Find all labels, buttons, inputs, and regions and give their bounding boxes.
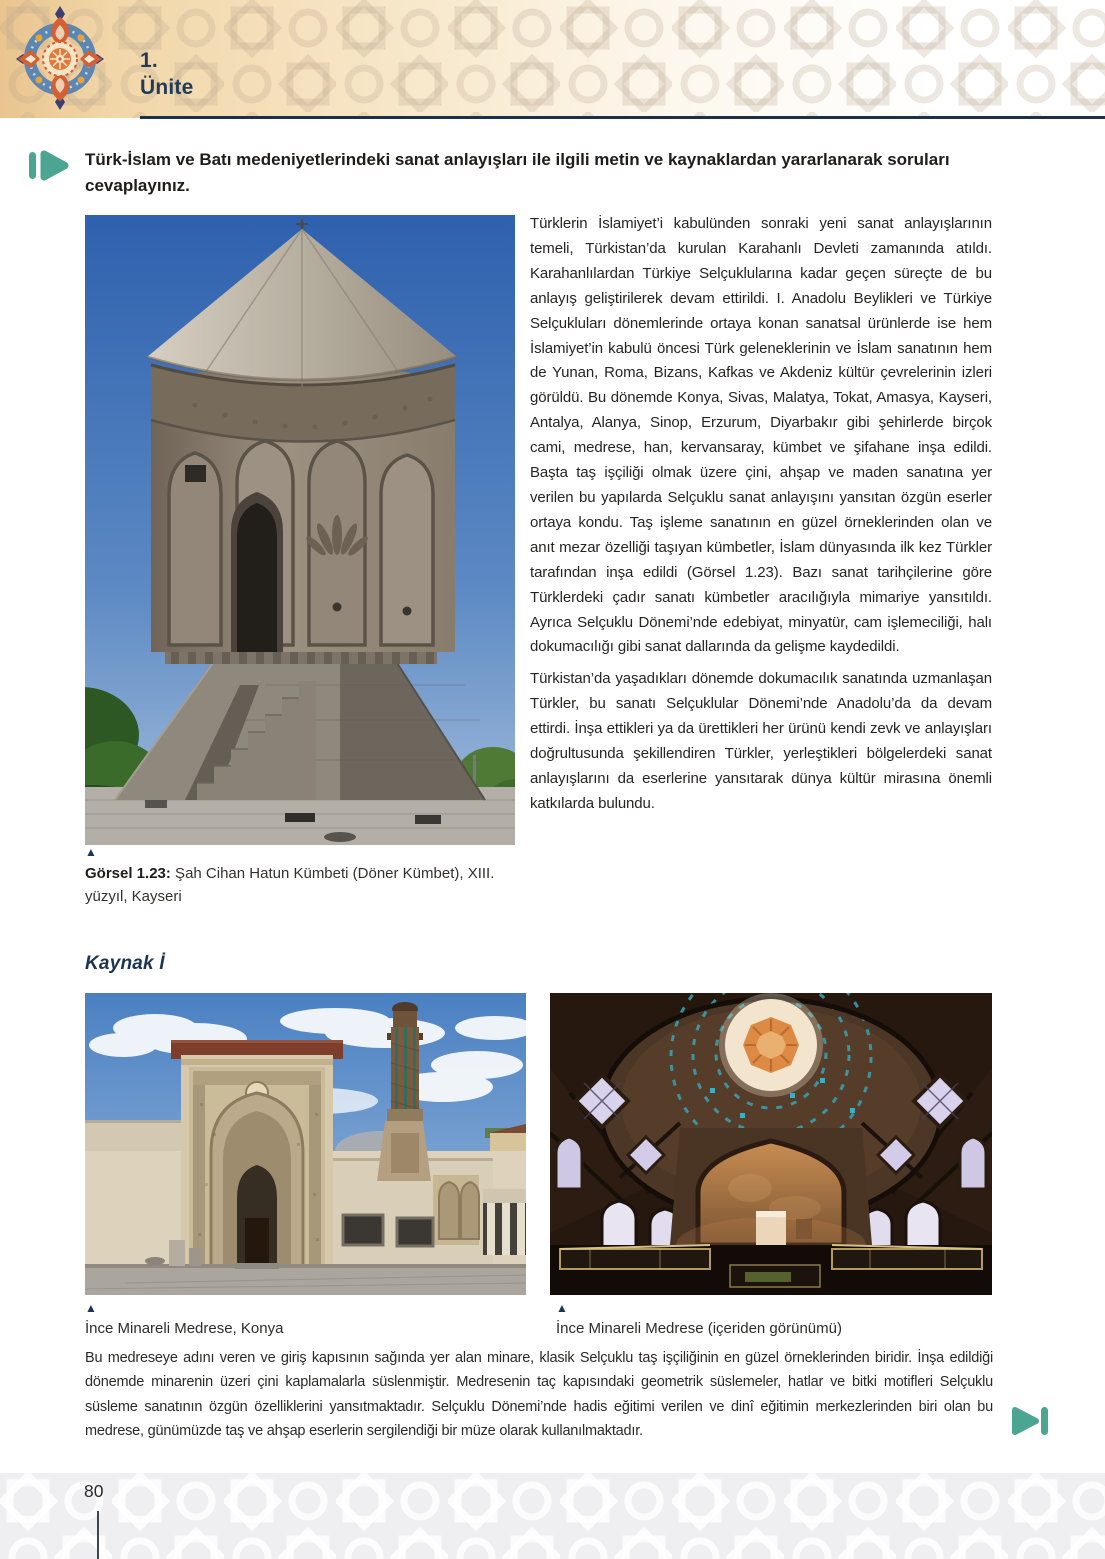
source-paragraph: Bu medreseye adını veren ve giriş kapısının sağında yer alan minare, klasik Selçuklu taş işçiliğinin en güzel örneklerinden biridir. İnşa edildiği dönemde minarenin üzeri çini kaplamalarla süslenmiştir. Medresenin taç kapısındaki geometrik süslemeler, hatlar ve bitki motifleri Selçuklu süsleme sanatının özgün özelliklerini yansıtmaktadır. Selçuklu Dönemi’nde hadis eğitimi verilen ve dinî eğitimin merkezlerinden biri olan bu medrese, günümüzde taş ve ahşap eserlerin sergilendiği bir müze olarak kullanılmaktadır.: [85, 1350, 993, 1439]
article-paragraph-1: Türklerin İslamiyet’i kabulünden sonraki yeni sanat anlayışlarının temeli, Türkistan’da kurulan Karahanlı Devleti zamanında atıldı. Karahanlılardan Türkiye Selçuklularına kadar geçen süreçte de bu anlayış geliştirilerek devam ettirildi. I. Anadolu Beylikleri ve Türkiye Selçukluları dönemlerinde ortaya konan sanatsal ürünlerde ise hem İslamiyet’in kabulü öncesi Türk geleneklerinin ve İslam sanatının hem de Yunan, Roma, Bizans, Kafkas ve Akdeniz kültür çevrelerinin izleri görüldü. Bu dönemde Konya, Sivas, Malatya, Tokat, Amasya, Kayseri, Antalya, Alanya, Sinop, Erzurum, Diyarbakır gibi şehirlerde birçok cami, medrese, han, kervansaray, kümbet ve şifahane inşa edildi. Başta taş işçiliği olmak üzere çini, ahşap ve maden sanatına yer verilen bu yapılarda Selçuklu sanat anlayışını yansıtan özgün eserler ortaya kondu. Taş işleme sanatının en güzel örneklerinden olan ve anıt mezar özelliği taşıyan kümbetler, İslam dünyasında ilk kez Türkler tarafından inşa edildi (Görsel 1.23). Bazı sanat tarihçilerine göre Türklerdeki çadır sanatı kümbetler aracılığıyla mimariye yansıtıldı. Ayrıca Selçuklu Dönemi’nde edebiyat, minyatür, cam işlemeciliği, halı dokumacılığı gibi sanat dallarında da gelişme kaydedildi.: [530, 215, 992, 656]
unit-number: 1.: [140, 49, 158, 72]
instruction-text: Türk-İslam ve Batı medeniyetlerindeki sanat anlayışları ile ilgili metin ve kaynaklardan yararlanarak soruları cevaplayınız.: [85, 150, 950, 195]
unit-word: Ünite: [140, 76, 194, 99]
taj-portal: [171, 1040, 343, 1268]
page-number: 80: [84, 1481, 104, 1501]
unit-ornament-logo: [14, 5, 106, 111]
display-cases: [550, 1245, 992, 1295]
caption-medrese-exterior: [85, 1302, 525, 1339]
upper-window: [185, 465, 206, 482]
skip-next-icon: [1012, 1405, 1050, 1437]
page-number-rule: [97, 1511, 99, 1559]
triangle-up-icon: ▲: [556, 1301, 568, 1315]
figure-kumbet-photo: [85, 215, 515, 845]
triangle-up-icon: ▲: [85, 1301, 97, 1315]
page-footer: [0, 1473, 1105, 1559]
header-rule: [140, 116, 1105, 119]
figure-medrese-interior-photo: [550, 993, 992, 1295]
triangle-up-icon: ▲: [85, 845, 97, 859]
play-forward-icon: [28, 149, 70, 182]
portal-door: [231, 492, 283, 652]
article-paragraph-2: Türkistan’da yaşadıkları dönemde dokumacılık sanatında uzmanlaşan Türkler, bu sanatı Selçuklular Dönemi’nde Anadolu’da da devam ettirdi. İnşa ettikleri ya da ürettikleri her ürünü kendi zevk ve anlayışları doğrultusunda şekillendiren Türkler, yerleştikleri bölgelerdeki sanat anlayışlarını da eserlerine yansıtarak dünya kültür mirasına önemli katkılarda bulundu.: [530, 670, 992, 812]
page-header: [0, 0, 1105, 118]
figure-caption-text: Şah Cihan Hatun Kümbeti (Döner Kümbet), XIII. yüzyıl, Kayseri: [85, 865, 495, 905]
monument-body: [151, 363, 455, 652]
figure-medrese-exterior-photo: [85, 993, 526, 1295]
figure-caption: [85, 846, 537, 908]
body-column: [530, 212, 992, 928]
geometric-pattern: [0, 1473, 1105, 1559]
kaynak-heading: Kaynak İ: [85, 953, 165, 974]
caption-left-text: İnce Minareli Medrese, Konya: [85, 1320, 284, 1337]
caption-medrese-interior: [556, 1302, 992, 1339]
unit-label: [140, 47, 194, 101]
figure-caption-label: Görsel 1.23:: [85, 865, 171, 882]
caption-right-text: İnce Minareli Medrese (içeriden görünümü): [556, 1320, 842, 1337]
